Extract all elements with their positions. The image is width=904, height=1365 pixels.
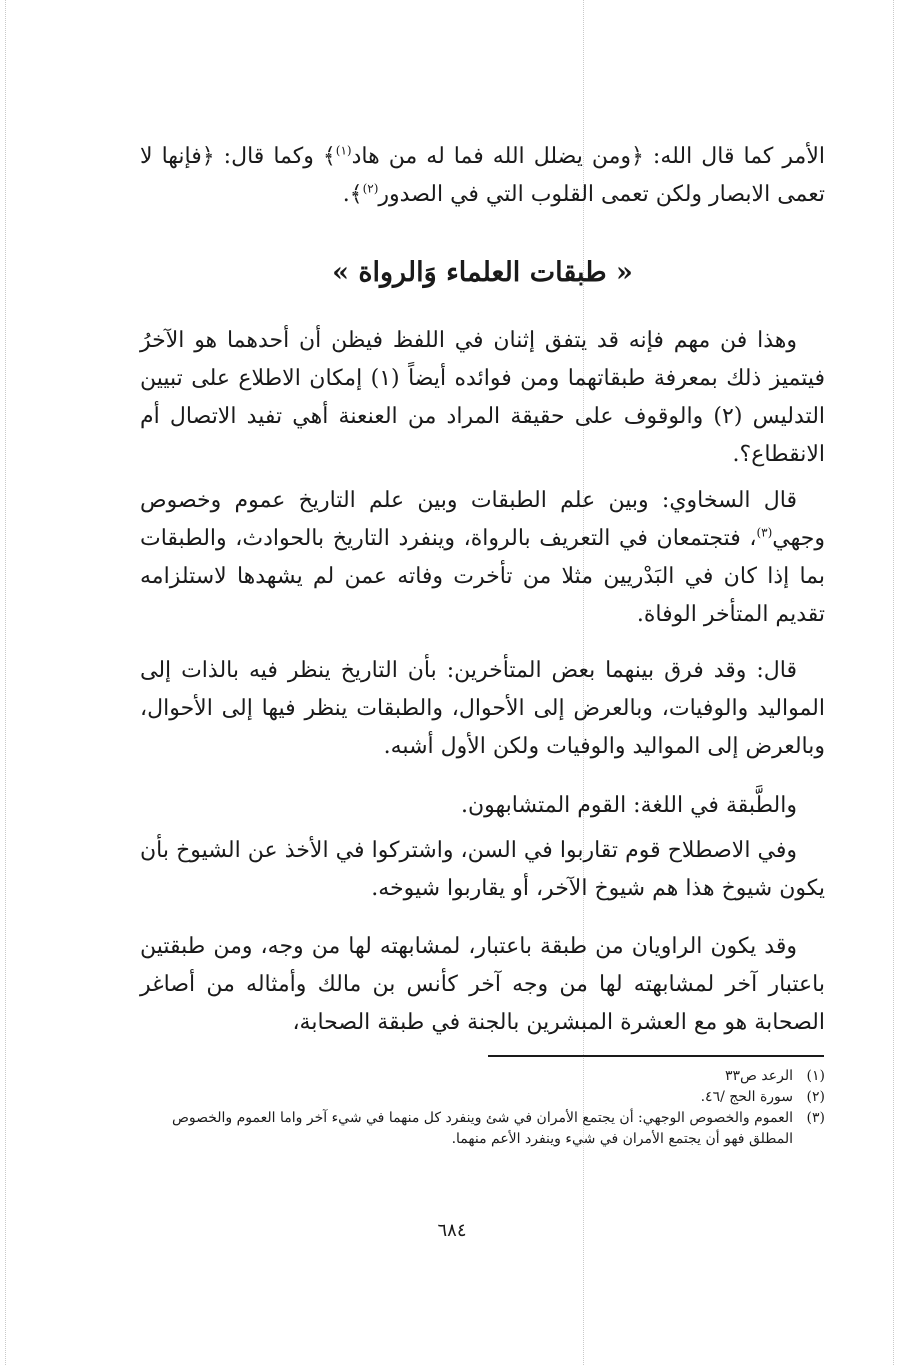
paragraph-text: قال: وقد فرق بينهما بعض المتأخرين: بأن التاريخ ينظر فيه بالذات إلى المواليد والوفيات، وبالعرض إلى الأحوال، والطبقات ينظر فيها إلى الأحوال، وبالعرض إلى المواليد والوفيات ولكن الأول أشبه. bbox=[140, 658, 825, 759]
intro-text-2: ﴾ وكما قال: ﴿فإنها لا تعمى الابصار ولكن تعمى القلوب التي في الصدور bbox=[140, 144, 825, 207]
intro-text: الأمر كما قال الله: ﴿ومن يضلل الله فما له من هاد bbox=[351, 144, 826, 169]
footnote-text: الرعد ص٣٣ bbox=[724, 1068, 793, 1084]
footnote-text: سورة الحج /٤٦. bbox=[700, 1089, 793, 1105]
paragraph-text: ، فتجتمعان في التعريف بالرواة، وينفرد التاريخ بالحوادث، والطبقات بما إذا كان في البَدْريين مثلا من تأخرت وفاته عمن لم يشهدها لاستلزامه تقديم المتأخر الوفاة. bbox=[140, 526, 825, 627]
paragraph-text: وهذا فن مهم فإنه قد يتفق إثنان في اللفظ فيظن أن أحدهما هو الآخرُ فيتميز ذلك بمعرفة طبقاتهما ومن فوائده أيضاً (١) إمكان الاطلاع على تبيين التدليس (٢) والوقوف على حقيقة المراد من العنعنة أهي تفيد الاتصال أم الانقطاع؟. bbox=[140, 328, 826, 467]
section-heading: « طبقات العلماء وَالرواة » bbox=[332, 257, 633, 288]
footnote-ref: (٣) bbox=[756, 525, 773, 540]
footnote-text: العموم والخصوص الوجهي: أن يجتمع الأمران في شئ وينفرد كل منهما في شيء آخر واما العموم والخصوص المطلق فهو أن يجتمع الأمران في شيء وينفرد الأعم منهما. bbox=[171, 1110, 793, 1147]
footnote-ref: (٢) bbox=[362, 181, 379, 196]
footnote-number: (٣) bbox=[806, 1110, 825, 1126]
body-paragraph bbox=[140, 482, 825, 634]
body-paragraph bbox=[140, 652, 825, 766]
body-paragraph bbox=[140, 832, 825, 908]
footnote bbox=[140, 1066, 825, 1087]
footnotes bbox=[140, 1066, 825, 1150]
footnote-number: (٢) bbox=[806, 1089, 825, 1105]
body-paragraph bbox=[140, 787, 825, 825]
paragraph-text: والطَّبقة في اللغة: القوم المتشابهون. bbox=[460, 793, 797, 818]
page-number: ٦٨٤ bbox=[437, 1220, 467, 1241]
scan-artifact-line bbox=[893, 0, 894, 1365]
footnote-number: (١) bbox=[806, 1068, 825, 1084]
intro-text-3: ﴾. bbox=[342, 182, 363, 207]
footnote bbox=[140, 1108, 825, 1150]
footnote-divider bbox=[488, 1055, 824, 1057]
paragraph-text: قال السخاوي: وبين علم الطبقات وبين علم التاريخ عموم وخصوص وجهي bbox=[140, 488, 825, 551]
footnote bbox=[140, 1087, 825, 1108]
paragraph-text: وفي الاصطلاح قوم تقاربوا في السن، واشتركوا في الأخذ عن الشيوخ بأن يكون شيوخ هذا هم شيوخ الآخر، أو يقاربوا شيوخه. bbox=[140, 838, 825, 901]
paragraph-text: وقد يكون الراويان من طبقة باعتبار، لمشابهته لها من وجه، ومن طبقتين باعتبار آخر لمشابهته لها من وجه آخر كأنس بن مالك وأمثاله من أصاغر الصحابة هو مع العشرة المبشرين بالجنة في طبقة الصحابة، bbox=[140, 934, 825, 1035]
scan-artifact-line bbox=[5, 0, 6, 1365]
intro-paragraph bbox=[140, 138, 825, 214]
body-paragraph bbox=[140, 928, 825, 1042]
body-paragraph bbox=[140, 322, 825, 474]
footnote-ref: (١) bbox=[335, 143, 352, 158]
